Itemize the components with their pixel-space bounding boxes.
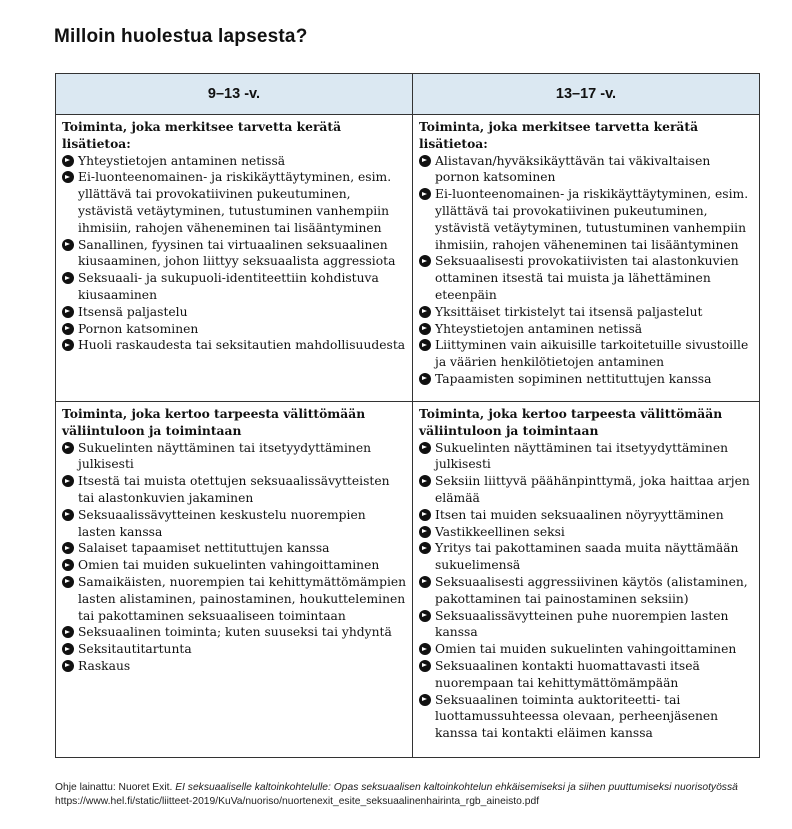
list-item (62, 658, 407, 675)
list-item-text: Ei-luonteenomainen- ja riskikäyttäytyminen, esim. yllättävä tai provokatiivinen pukeutuminen, ystävistä vetäytyminen, tutustuminen vanhempiin ihmisiin, rahojen väheneminen tai lisääntyminen (78, 170, 392, 235)
age-guidance-table (55, 73, 760, 758)
cell-9-13-gather-info (56, 115, 413, 402)
list-item-text: Alistavan/hyväksikäyttävän tai väkivaltaisen pornon katsominen (435, 153, 711, 185)
list-item-text: Seksuaalinen toiminta; kuten suuseksi tai yhdyntä (78, 625, 392, 640)
list-item-text: Sukuelinten näyttäminen tai itsetyydyttäminen julkisesti (435, 440, 729, 472)
item-list (62, 440, 407, 675)
item-list (62, 153, 407, 355)
arrow-bullet-icon (419, 694, 431, 706)
list-item (62, 337, 407, 354)
arrow-bullet-icon (419, 373, 431, 385)
section-heading: Toiminta, joka kertoo tarpeesta välittömään väliintuloon ja toimintaan (419, 406, 723, 438)
arrow-bullet-icon (419, 442, 431, 454)
list-item (62, 321, 407, 338)
list-item (62, 270, 407, 304)
arrow-bullet-icon (419, 526, 431, 538)
list-item (62, 440, 407, 474)
section-heading: Toiminta, joka kertoo tarpeesta välittömään väliintuloon ja toimintaan (62, 406, 366, 438)
list-item (419, 440, 754, 474)
list-item (419, 641, 754, 658)
list-item (419, 153, 754, 187)
list-item-text: Yritys tai pakottaminen saada muita näyttämään sukuelimensä (435, 541, 739, 573)
column-header-9-13: 9–13 -v. (56, 74, 413, 115)
list-item (62, 153, 407, 170)
list-item-text: Seksuaalinen kontakti huomattavasti itseä nuorempaan tai kehittymättömämpään (435, 658, 700, 690)
list-item (419, 658, 754, 692)
list-item (419, 608, 754, 642)
list-item (62, 169, 407, 236)
arrow-bullet-icon (419, 155, 431, 167)
list-item-text: Tapaamisten sopiminen nettituttujen kanssa (435, 371, 712, 386)
list-item-text: Omien tai muiden sukuelinten vahingoittaminen (78, 558, 380, 573)
list-item-text: Seksuaali- ja sukupuoli-identiteettiin kohdistuva kiusaaminen (78, 271, 379, 302)
table-row-immediate-action (56, 402, 760, 758)
list-item (419, 337, 754, 371)
list-item-text: Itsen tai muiden seksuaalinen nöyryyttäminen (435, 507, 724, 522)
arrow-bullet-icon (419, 339, 431, 351)
list-item (62, 557, 407, 574)
arrow-bullet-icon (62, 323, 74, 335)
arrow-bullet-icon (62, 626, 74, 638)
list-item-text: Seksuaalissävytteinen keskustelu nuorempien lasten kanssa (78, 507, 366, 539)
arrow-bullet-icon (419, 509, 431, 521)
list-item-text: Raskaus (78, 658, 131, 673)
list-item (419, 507, 754, 524)
list-item (62, 624, 407, 641)
list-item (419, 321, 754, 338)
list-item-text: Sukuelinten näyttäminen tai itsetyydyttäminen julkisesti (78, 440, 372, 472)
list-item (62, 574, 407, 624)
list-item (62, 473, 407, 507)
arrow-bullet-icon (62, 171, 74, 183)
list-item (419, 574, 754, 608)
list-item (62, 641, 407, 658)
column-header-13-17: 13–17 -v. (413, 74, 760, 115)
arrow-bullet-icon (62, 272, 74, 284)
list-item-text: Itsestä tai muista otettujen seksuaalissävytteisten tai alastonkuvien jakaminen (78, 474, 390, 505)
list-item (419, 186, 754, 253)
list-item-text: Seksitautitartunta (78, 642, 192, 657)
list-item-text: Seksiin liittyvä päähänpinttymä, joka haittaa arjen elämää (435, 474, 750, 505)
list-item-text: Yhteystietojen antaminen netissä (78, 153, 286, 168)
list-item-text: Seksuaalisesti aggressiivinen käytös (alistaminen, pakottaminen tai painostaminen seksiin) (435, 574, 748, 606)
list-item (419, 692, 754, 742)
list-item (62, 540, 407, 557)
list-item-text: Yhteystietojen antaminen netissä (435, 321, 643, 336)
arrow-bullet-icon (62, 643, 74, 655)
list-item-text: Seksuaalinen toiminta auktoriteetti- tai luottamussuhteessa olevaan, perheenjäsenen kanssa tai kontakti eläimen kanssa (435, 692, 719, 741)
arrow-bullet-icon (419, 323, 431, 335)
list-item-text: Yksittäiset tirkistelyt tai itsensä paljastelut (435, 304, 703, 319)
list-item-text: Seksuaalisesti provokatiivisten tai alastonkuvien ottaminen itsestä tai muista ja lähettäminen eteenpäin (435, 254, 739, 302)
item-list (419, 440, 754, 742)
list-item-text: Itsensä paljastelu (78, 304, 188, 319)
source-title: EI seksuaaliselle kaltoinkohtelulle: Opas seksuaalisen kaltoinkohtelun ehkäisemiseksi ja siihen puuttumiseksi nuorisotyössä (175, 782, 738, 793)
arrow-bullet-icon (419, 643, 431, 655)
arrow-bullet-icon (62, 576, 74, 588)
list-item (419, 304, 754, 321)
source-citation (55, 781, 765, 809)
arrow-bullet-icon (62, 155, 74, 167)
arrow-bullet-icon (419, 660, 431, 672)
list-item (419, 253, 754, 303)
list-item (419, 540, 754, 574)
list-item-text: Vastikkeellinen seksi (435, 524, 565, 539)
arrow-bullet-icon (62, 509, 74, 521)
list-item (62, 507, 407, 541)
arrow-bullet-icon (62, 660, 74, 672)
section-heading: Toiminta, joka merkitsee tarvetta kerätä lisätietoa: (419, 119, 699, 151)
cell-9-13-immediate-action (56, 402, 413, 758)
list-item (419, 473, 754, 507)
arrow-bullet-icon (419, 255, 431, 267)
list-item-text: Pornon katsominen (78, 321, 199, 336)
arrow-bullet-icon (419, 475, 431, 487)
cell-13-17-gather-info (413, 115, 760, 402)
arrow-bullet-icon (419, 306, 431, 318)
list-item-text: Seksuaalissävytteinen puhe nuorempien lasten kanssa (435, 608, 729, 640)
arrow-bullet-icon (62, 542, 74, 554)
page-title: Milloin huolestua lapsesta? (54, 26, 308, 47)
arrow-bullet-icon (419, 610, 431, 622)
arrow-bullet-icon (62, 306, 74, 318)
table-row-gather-info (56, 115, 760, 402)
table-header-row (56, 74, 760, 115)
list-item-text: Salaiset tapaamiset nettituttujen kanssa (78, 541, 330, 556)
section-heading: Toiminta, joka merkitsee tarvetta kerätä lisätietoa: (62, 119, 342, 151)
arrow-bullet-icon (62, 559, 74, 571)
arrow-bullet-icon (62, 442, 74, 454)
arrow-bullet-icon (419, 542, 431, 554)
arrow-bullet-icon (62, 339, 74, 351)
cell-13-17-immediate-action (413, 402, 760, 758)
list-item-text: Samaikäisten, nuorempien tai kehittymättömämpien lasten alistaminen, painostaminen, houkutteleminen tai pakottaminen seksuaaliseen toimintaan (78, 574, 407, 623)
list-item-text: Liittyminen vain aikuisille tarkoitetuille sivustoille ja väärien henkilötietojen antaminen (435, 338, 749, 370)
list-item-text: Ei-luonteenomainen- ja riskikäyttäytyminen, esim. yllättävä tai provokatiivinen pukeutuminen, ystävistä vetäytyminen, tutustuminen vanhempiin ihmisiin, rahojen väheneminen tai lisääntyminen (435, 187, 749, 252)
arrow-bullet-icon (62, 239, 74, 251)
source-prefix: Ohje lainattu: Nuoret Exit. (55, 782, 176, 793)
list-item (62, 237, 407, 271)
arrow-bullet-icon (62, 475, 74, 487)
arrow-bullet-icon (419, 576, 431, 588)
arrow-bullet-icon (419, 188, 431, 200)
list-item (62, 304, 407, 321)
list-item-text: Sanallinen, fyysinen tai virtuaalinen seksuaalinen kiusaaminen, johon liittyy seksuaalista aggressiota (78, 237, 396, 269)
list-item-text: Huoli raskaudesta tai seksitautien mahdollisuudesta (78, 338, 406, 353)
list-item-text: Omien tai muiden sukuelinten vahingoittaminen (435, 642, 737, 657)
list-item (419, 371, 754, 388)
list-item (419, 524, 754, 541)
source-url[interactable]: https://www.hel.fi/static/liitteet-2019/KuVa/nuoriso/nuortenexit_esite_seksuaalinenhairinta_rgb_aineisto.pdf (55, 796, 540, 807)
item-list (419, 153, 754, 388)
